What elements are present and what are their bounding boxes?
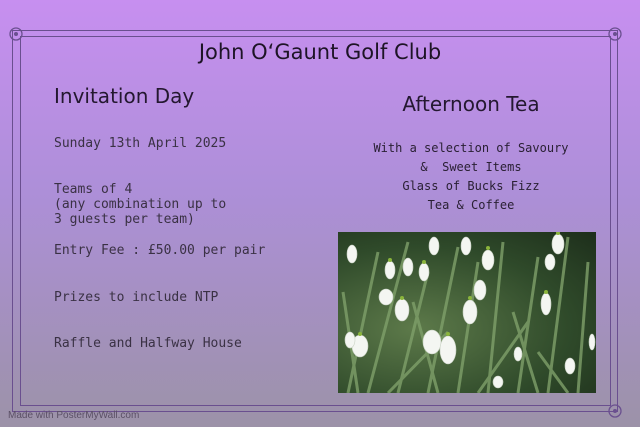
prizes-info: Prizes to include NTP [54,290,219,305]
tea-line: Tea & Coffee [427,198,515,212]
tea-line: & Sweet Items [420,160,522,174]
corner-ornament-icon [604,400,626,422]
entry-fee: Entry Fee : £50.00 per pair [54,243,266,258]
tea-line: With a selection of Savoury [373,141,569,155]
snowdrop-flowers-photo [338,232,596,393]
page-title: John O‘Gaunt Golf Club [198,40,442,64]
event-date: Sunday 13th April 2025 [54,136,227,151]
watermark: Made with PosterMyWall.com [8,410,140,421]
invitation-heading: Invitation Day [54,84,195,108]
afternoon-tea-heading: Afternoon Tea [402,92,540,116]
teams-info: Teams of 4 (any combination up to 3 guests per team) [54,182,227,227]
tea-line: Glass of Bucks Fizz [402,179,540,193]
raffle-info: Raffle and Halfway House [54,336,242,351]
